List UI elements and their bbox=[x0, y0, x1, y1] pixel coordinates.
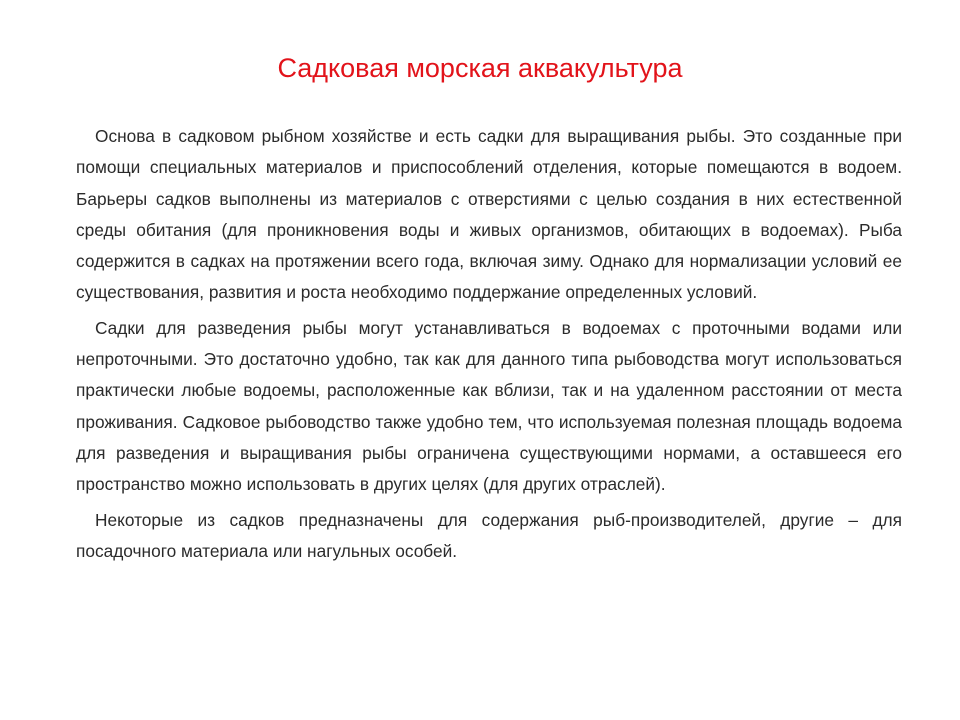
paragraph-3: Некоторые из садков предназначены для содержания рыб-производителей, другие – для посадочного материала или нагульных особей. bbox=[76, 509, 902, 561]
paragraph-1: Основа в садковом рыбном хозяйстве и есть садки для выращивания рыбы. Это созданные при помощи специальных материалов и приспособлений отделения, которые помещаются в водоем. Барьеры садков выполнены из материалов с отверстиями с целью создания в них естественной среды обитания (для проникновения воды и живых организмов, обитающих в водоемах). Рыба содержится в садках на протяжении всего года, включая зиму. Однако для нормализации условий ее существования, развития и роста необходимо поддержание определенных условий. bbox=[76, 126, 902, 303]
slide-body bbox=[76, 121, 902, 571]
slide-title: Садковая морская аквакультура bbox=[277, 53, 683, 83]
paragraph-2: Садки для разведения рыбы могут устанавливаться в водоемах с проточными водами или непроточными. Это достаточно удобно, так как для данного типа рыбоводства могут использоваться практически любые водоемы, расположенные как вблизи, так и на удаленном расстоянии от места проживания. Садковое рыбоводство также удобно тем, что используемая полезная площадь водоема для разведения и выращивания рыбы ограничена существующими нормами, а оставшееся его пространство можно использовать в других целях (для других отраслей). bbox=[76, 317, 902, 495]
